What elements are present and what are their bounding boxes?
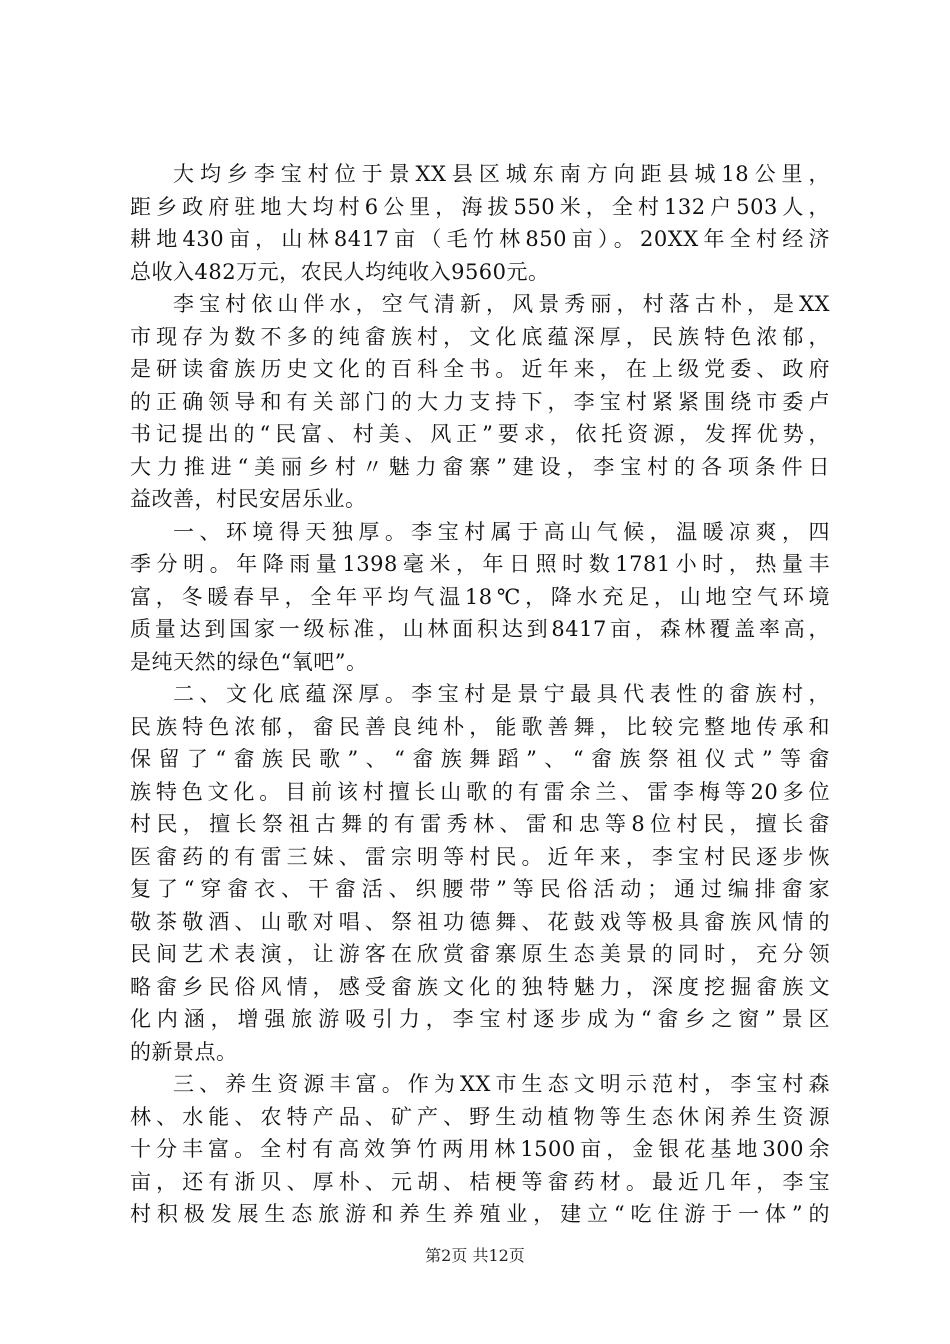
text-line: 的正确领导和有关部门的大力支持下，李宝村紧紧围绕市委卢 — [130, 389, 830, 414]
text-line: 三、养生资源丰富。作为XX市生态文明示范村，李宝村森 — [173, 1072, 830, 1096]
text-line: 市现存为数不多的纯畲族村，文化底蕴深厚，民族特色浓郁， — [130, 324, 830, 349]
text-line: 季分明。年降雨量1398毫米，年日照时数1781小时，热量丰 — [130, 552, 830, 576]
text-line: 化内涵，增强旅游吸引力，李宝村逐步成为“畲乡之窗”景区 — [130, 1007, 830, 1031]
text-line: 略畲乡民俗风情，感受畲族文化的独特魅力，深度挖掘畲族文 — [130, 974, 830, 999]
text-line: 复了“穿畲衣、干畲活、织腰带”等民俗活动；通过编排畲家 — [130, 877, 830, 901]
text-line: 保留了“畲族民歌”、“畲族舞蹈”、“畲族祭祖仪式”等畲 — [130, 747, 830, 771]
text-line: 总收入482万元，农民人均纯收入9560元。 — [130, 259, 550, 284]
text-line: 敬茶敬酒、山歌对唱、祭祖功德舞、花鼓戏等极具畲族风情的 — [130, 909, 830, 934]
text-line: 村民，擅长祭祖古舞的有雷秀林、雷和忠等8位村民，擅长畲 — [130, 812, 830, 836]
text-line: 一、环境得天独厚。李宝村属于高山气候，温暖凉爽，四 — [173, 519, 830, 544]
text-line: 十分丰富。全村有高效笋竹两用林1500亩，金银花基地300余 — [130, 1137, 830, 1161]
text-line: 大均乡李宝村位于景XX县区城东南方向距县城18公里， — [173, 162, 830, 186]
document-body — [130, 158, 830, 1231]
text-line: 富，冬暖春早，全年平均气温18℃，降水充足，山地空气环境 — [130, 584, 830, 609]
text-line: 是纯天然的绿色“氧吧”。 — [130, 649, 368, 674]
text-line: 质量达到国家一级标准，山林面积达到8417亩，森林覆盖率高， — [130, 617, 830, 641]
text-line: 民族特色浓郁，畲民善良纯朴，能歌善舞，比较完整地传承和 — [130, 714, 830, 739]
text-line: 村积极发展生态旅游和养生养殖业，建立“吃住游于一体”的 — [130, 1202, 830, 1226]
text-line: 益改善，村民安居乐业。 — [130, 487, 367, 511]
text-line: 耕地430亩，山林8417亩（毛竹林850亩）。20XX年全村经济 — [130, 227, 830, 251]
text-line: 距乡政府驻地大均村6公里，海拔550米，全村132户503人， — [130, 194, 830, 219]
text-line: 二、文化底蕴深厚。李宝村是景宁最具代表性的畲族村， — [173, 682, 830, 706]
text-line: 李宝村依山伴水，空气清新，风景秀丽，村落古朴，是XX — [173, 292, 830, 316]
text-line: 民间艺术表演，让游客在欣赏畲寨原生态美景的同时，充分领 — [130, 942, 830, 966]
text-line: 医畲药的有雷三妹、雷宗明等村民。近年来，李宝村民逐步恢 — [130, 844, 830, 869]
text-line: 族特色文化。目前该村擅长山歌的有雷余兰、雷李梅等20多位 — [130, 779, 830, 804]
text-line: 林、水能、农特产品、矿产、野生动植物等生态休闲养生资源 — [130, 1104, 830, 1129]
text-line: 是研读畲族历史文化的百科全书。近年来，在上级党委、政府 — [130, 357, 830, 381]
text-line: 书记提出的“民富、村美、风正”要求，依托资源，发挥优势， — [130, 422, 830, 446]
text-line: 大力推进“美丽乡村〃魅力畲寨”建设，李宝村的各项条件日 — [130, 454, 830, 479]
text-line: 亩，还有浙贝、厚朴、元胡、桔梗等畲药材。最近几年，李宝 — [130, 1169, 830, 1194]
page-footer: 第2页 共12页 — [425, 1246, 525, 1265]
text-line: 的新景点。 — [130, 1039, 238, 1064]
